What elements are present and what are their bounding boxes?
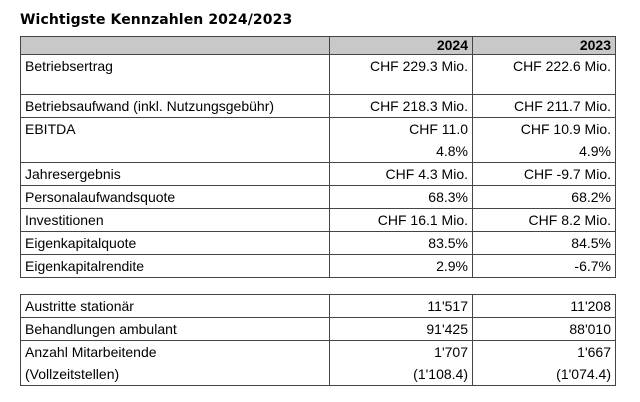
table-row [21, 232, 616, 255]
value-2023: -6.7% [473, 255, 616, 278]
ebitda-2023-margin: 4.9% [579, 143, 611, 159]
table-row [21, 186, 616, 209]
value-2023 [473, 118, 616, 163]
value-2024: 83.5% [330, 232, 473, 255]
value-2023: 11'208 [473, 295, 616, 318]
value-2023: CHF 211.7 Mio. [473, 95, 616, 118]
value-2024 [330, 118, 473, 163]
value-2023: CHF -9.7 Mio. [473, 163, 616, 186]
row-label: EBITDA [21, 118, 330, 163]
table-row [21, 318, 616, 341]
row-label: Investitionen [21, 209, 330, 232]
value-2023: CHF 222.6 Mio. [473, 55, 616, 95]
table-row [21, 163, 616, 186]
finance-table [20, 36, 616, 278]
value-2024: 91'425 [330, 318, 473, 341]
value-2023 [473, 341, 616, 386]
row-label: Personalaufwandsquote [21, 186, 330, 209]
employees-label: Anzahl Mitarbeitende [25, 344, 157, 360]
header-label-cell [21, 37, 330, 55]
value-2024: CHF 229.3 Mio. [330, 55, 473, 95]
value-2024: 11'517 [330, 295, 473, 318]
value-2024: 2.9% [330, 255, 473, 278]
table-row [21, 118, 616, 163]
value-2024: CHF 4.3 Mio. [330, 163, 473, 186]
row-label: Betriebsaufwand (inkl. Nutzungsgebühr) [21, 95, 330, 118]
row-label: Eigenkapitalrendite [21, 255, 330, 278]
row-label: Austritte stationär [21, 295, 330, 318]
fte-2023: (1'074.4) [556, 366, 611, 382]
header-2023: 2023 [473, 37, 616, 55]
employees-2023: 1'667 [577, 344, 611, 360]
table-row [21, 55, 616, 95]
value-2023: CHF 8.2 Mio. [473, 209, 616, 232]
value-2024: CHF 218.3 Mio. [330, 95, 473, 118]
ebitda-2023-amount: CHF 10.9 Mio. [520, 121, 611, 137]
value-2023: 88'010 [473, 318, 616, 341]
header-2024: 2024 [330, 37, 473, 55]
table-row [21, 95, 616, 118]
table-row [21, 255, 616, 278]
fte-2024: (1'108.4) [413, 366, 468, 382]
value-2024 [330, 341, 473, 386]
ebitda-2024-amount: CHF 11.0 [409, 121, 468, 137]
value-2023: 68.2% [473, 186, 616, 209]
value-2024: 68.3% [330, 186, 473, 209]
fte-label: (Vollzeitstellen) [25, 366, 120, 382]
page-title: Wichtigste Kennzahlen 2024/2023 [20, 12, 293, 28]
row-label: Betriebsertrag [21, 55, 330, 95]
table-row [21, 209, 616, 232]
value-2024: CHF 16.1 Mio. [330, 209, 473, 232]
operations-table [20, 294, 616, 386]
value-2023: 84.5% [473, 232, 616, 255]
ebitda-2024-margin: 4.8% [436, 143, 468, 159]
row-label: Behandlungen ambulant [21, 318, 330, 341]
row-label [21, 341, 330, 386]
employees-2024: 1'707 [434, 344, 468, 360]
table-row [21, 341, 616, 386]
table-row [21, 295, 616, 318]
table-header-row [21, 37, 616, 55]
row-label: Jahresergebnis [21, 163, 330, 186]
row-label: Eigenkapitalquote [21, 232, 330, 255]
